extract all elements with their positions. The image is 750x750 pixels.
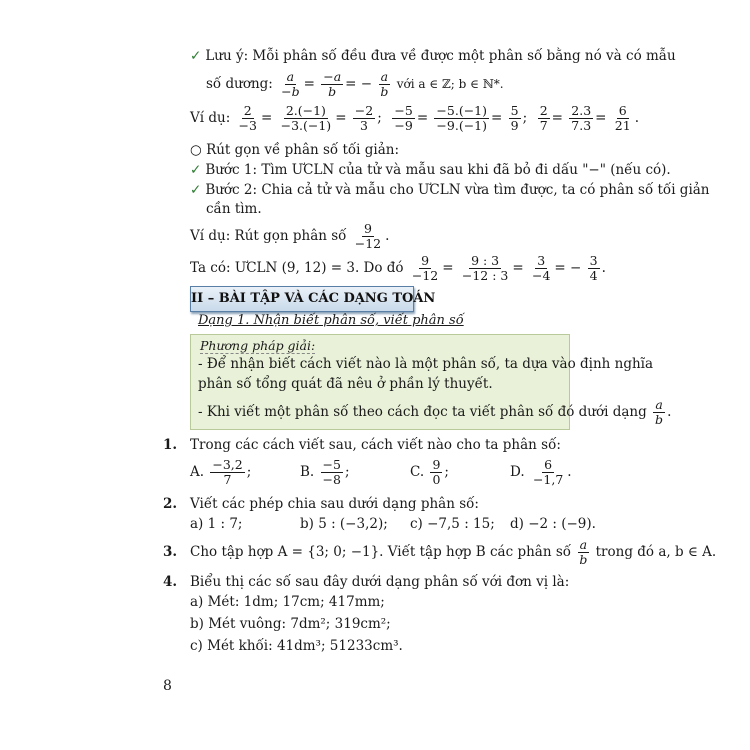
method-line-1: - Để nhận biết cách viết nào là một phân số, ta dựa vào định nghĩa — [198, 356, 654, 372]
reduce-solution: Ta có: ƯCLN (9, 12) = 3. Do đó $\frac{9}{-12}$ = $\frac{9 : 3}{-12 : 3}$ = $\frac{3}{-4}$ = − $\frac{3}{4}$ . — [190, 253, 606, 283]
step-2: ✓ Bước 2: Chia cả tử và mẫu cho ƯCLN vừa tìm được, ta có phân số tối giản — [190, 182, 710, 198]
item-b: b) Mét vuông: 7dm²; 319cm²; — [190, 616, 391, 632]
dang-title: Dạng 1. Nhận biết phân số, viết phân số — [198, 313, 464, 328]
option-a: a) 1 : 7; — [190, 516, 243, 532]
check-icon: ✓ — [190, 182, 202, 198]
note-line-2: số dương: $\frac{a}{-b}$ = $\frac{-a}{b}$ = − $\frac{a}{b}$ với a ∈ ℤ; b ∈ ℕ*. — [206, 69, 504, 99]
step-2-cont: cần tìm. — [206, 201, 262, 217]
method-line-3: - Khi viết một phân số theo cách đọc ta viết phân số đó dưới dạng $\frac{a}{b}$ . — [198, 397, 672, 427]
question-number: 4. — [163, 574, 178, 590]
item-a: a) Mét: 1dm; 17cm; 417mm; — [190, 594, 385, 610]
option-c: C. $\frac{9}{0}$ ; — [410, 457, 449, 487]
question-text: Cho tập hợp A = {3; 0; −1}. Viết tập hợp B các phân số $\frac{a}{b}$ trong đó a, b ∈ A. — [190, 537, 717, 567]
page-number: 8 — [163, 678, 172, 694]
question-number: 1. — [163, 437, 178, 453]
reduce-example: Ví dụ: Rút gọn phân số $\frac{9}{-12}$ . — [190, 221, 390, 251]
option-d: d) −2 : (−9). — [510, 516, 596, 532]
reduce-title: ○ Rút gọn về phân số tối giản: — [190, 142, 400, 158]
method-line-2: phân số tổng quát đã nêu ở phần lý thuyết. — [198, 376, 493, 392]
check-icon: ✓ — [190, 162, 202, 178]
item-c: c) Mét khối: 41dm³; 51233cm³. — [190, 638, 403, 654]
question-number: 2. — [163, 496, 178, 512]
method-head: Phương pháp giải: — [200, 338, 316, 353]
option-b: b) 5 : (−3,2); — [300, 516, 388, 532]
step-1: ✓ Bước 1: Tìm ƯCLN của tử và mẫu sau khi đã bỏ đi dấu "−" (nếu có). — [190, 162, 671, 178]
fraction: $\frac{a}{b}$ — [380, 69, 389, 99]
fraction: $\frac{-a}{b}$ — [323, 69, 342, 99]
fraction: $\frac{a}{-b}$ — [281, 69, 300, 99]
question-text: Viết các phép chia sau dưới dạng phân số: — [190, 496, 479, 512]
option-b: B. $\frac{-5}{-8}$ ; — [300, 457, 350, 487]
section-title: II – BÀI TẬP VÀ CÁC DẠNG TOÁN — [190, 286, 414, 312]
question-text: Biểu thị các số sau đây dưới dạng phân số với đơn vị là: — [190, 574, 570, 590]
note-line-1: ✓ Lưu ý: Mỗi phân số đều đưa về được một phân số bằng nó và có mẫu — [190, 48, 676, 64]
check-icon: ✓ — [190, 48, 202, 64]
example-line: Ví dụ: $\frac{2}{-3}$ = $\frac{2.(-1)}{-3.(-1)}$ = $\frac{-2}{3}$ ; $\frac{-5}{-9}$ = $\frac{-5.(-1)}{-9.(-1)}$ = $\frac{5}{9}$ ; $\frac{2}{7}$ = $\frac{2.3}{7.3}$ = $\frac{6}{21}$ . — [190, 103, 639, 133]
question-number: 3. — [163, 544, 178, 560]
option-c: c) −7,5 : 15; — [410, 516, 495, 532]
option-a: A. $\frac{-3,2}{7}$ ; — [190, 457, 252, 487]
question-text: Trong các cách viết sau, cách viết nào cho ta phân số: — [190, 437, 561, 453]
option-d: D. $\frac{6}{-1,7}$ . — [510, 457, 572, 487]
